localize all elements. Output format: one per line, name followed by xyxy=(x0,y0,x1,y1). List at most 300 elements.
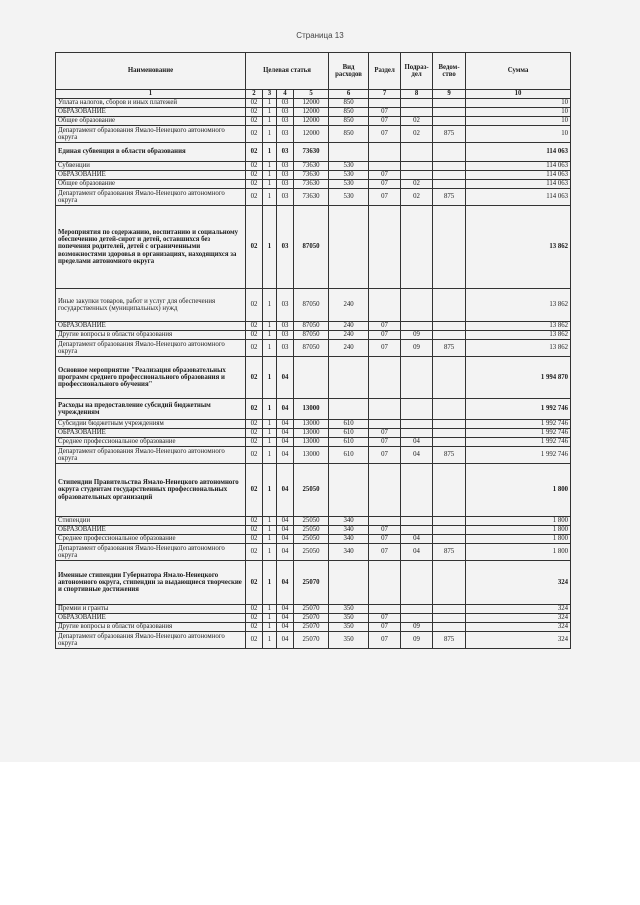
activity-code: 03 xyxy=(277,108,294,117)
subsection-code xyxy=(401,517,433,526)
activity-code: 03 xyxy=(277,99,294,108)
department-code xyxy=(433,180,466,189)
header-expense-type: Вид расходов xyxy=(329,53,369,90)
program-code: 02 xyxy=(246,614,263,623)
direction-code: 25050 xyxy=(294,526,329,535)
activity-code: 03 xyxy=(277,206,294,289)
program-code: 02 xyxy=(246,126,263,143)
amount: 13 862 xyxy=(466,331,571,340)
activity-code: 03 xyxy=(277,180,294,189)
expense-type-code: 610 xyxy=(329,447,369,464)
row-name: Основное мероприятие "Реализация образовательных программ среднего профессионального образования и профессионального обучения" xyxy=(56,357,246,399)
department-code: 875 xyxy=(433,189,466,206)
direction-code: 87050 xyxy=(294,206,329,289)
header-section: Раздел xyxy=(369,53,401,90)
direction-code: 13000 xyxy=(294,447,329,464)
subprogram-code: 1 xyxy=(263,561,277,605)
amount: 1 800 xyxy=(466,526,571,535)
expense-type-code: 350 xyxy=(329,614,369,623)
section-code xyxy=(369,143,401,162)
subprogram-code: 1 xyxy=(263,614,277,623)
table-row xyxy=(56,632,571,649)
subsection-code: 02 xyxy=(401,126,433,143)
section-code: 07 xyxy=(369,535,401,544)
amount: 13 862 xyxy=(466,322,571,331)
direction-code: 25050 xyxy=(294,464,329,517)
section-code xyxy=(369,517,401,526)
table-row xyxy=(56,517,571,526)
department-code xyxy=(433,429,466,438)
section-code: 07 xyxy=(369,126,401,143)
subsection-code xyxy=(401,605,433,614)
department-code xyxy=(433,399,466,420)
subsection-code xyxy=(401,99,433,108)
activity-code: 04 xyxy=(277,605,294,614)
table-header-row xyxy=(56,53,571,90)
table-row xyxy=(56,322,571,331)
direction-code: 25050 xyxy=(294,535,329,544)
department-code xyxy=(433,526,466,535)
activity-code: 04 xyxy=(277,632,294,649)
program-code: 02 xyxy=(246,108,263,117)
department-code xyxy=(433,108,466,117)
section-code xyxy=(369,357,401,399)
program-code: 02 xyxy=(246,99,263,108)
row-name: Субсидии бюджетным учреждениям xyxy=(56,420,246,429)
section-code: 07 xyxy=(369,108,401,117)
subprogram-code: 1 xyxy=(263,117,277,126)
program-code: 02 xyxy=(246,623,263,632)
row-name: Департамент образования Ямало-Ненецкого автономного округа xyxy=(56,340,246,357)
department-code xyxy=(433,322,466,331)
row-name: Общее образование xyxy=(56,117,246,126)
table-row xyxy=(56,99,571,108)
subsection-code xyxy=(401,171,433,180)
amount: 114 063 xyxy=(466,171,571,180)
section-code xyxy=(369,605,401,614)
header-subsection: Подраз-дел xyxy=(401,53,433,90)
program-code: 02 xyxy=(246,206,263,289)
section-code: 07 xyxy=(369,526,401,535)
activity-code: 03 xyxy=(277,189,294,206)
department-code xyxy=(433,517,466,526)
table-row xyxy=(56,526,571,535)
direction-code: 13000 xyxy=(294,399,329,420)
section-code: 07 xyxy=(369,189,401,206)
row-name: Департамент образования Ямало-Ненецкого автономного округа xyxy=(56,447,246,464)
subsection-code xyxy=(401,143,433,162)
subprogram-code: 1 xyxy=(263,340,277,357)
subprogram-code: 1 xyxy=(263,322,277,331)
subsection-code: 02 xyxy=(401,180,433,189)
amount: 324 xyxy=(466,632,571,649)
table-row xyxy=(56,143,571,162)
amount: 1 992 746 xyxy=(466,429,571,438)
section-code xyxy=(369,561,401,605)
subsection-code xyxy=(401,464,433,517)
subprogram-code: 1 xyxy=(263,544,277,561)
activity-code: 03 xyxy=(277,143,294,162)
subprogram-code: 1 xyxy=(263,143,277,162)
table-row xyxy=(56,126,571,143)
subprogram-code: 1 xyxy=(263,447,277,464)
table-row xyxy=(56,399,571,420)
subprogram-code: 1 xyxy=(263,632,277,649)
amount: 1 800 xyxy=(466,517,571,526)
amount: 10 xyxy=(466,99,571,108)
activity-code: 03 xyxy=(277,340,294,357)
direction-code: 13000 xyxy=(294,429,329,438)
amount: 1 992 746 xyxy=(466,420,571,429)
amount: 114 063 xyxy=(466,143,571,162)
subprogram-code: 1 xyxy=(263,526,277,535)
department-code xyxy=(433,623,466,632)
expense-type-code: 340 xyxy=(329,517,369,526)
program-code: 02 xyxy=(246,438,263,447)
subprogram-code: 1 xyxy=(263,429,277,438)
section-code: 07 xyxy=(369,614,401,623)
expense-type-code: 240 xyxy=(329,322,369,331)
subsection-code: 04 xyxy=(401,535,433,544)
row-name: Департамент образования Ямало-Ненецкого автономного округа xyxy=(56,189,246,206)
expense-type-code xyxy=(329,399,369,420)
activity-code: 03 xyxy=(277,289,294,322)
amount: 1 800 xyxy=(466,544,571,561)
section-code xyxy=(369,162,401,171)
subsection-code xyxy=(401,399,433,420)
subsection-code xyxy=(401,322,433,331)
expense-type-code: 350 xyxy=(329,632,369,649)
department-code xyxy=(433,614,466,623)
table-row xyxy=(56,420,571,429)
subprogram-code: 1 xyxy=(263,331,277,340)
row-name: ОБРАЗОВАНИЕ xyxy=(56,526,246,535)
expense-type-code: 340 xyxy=(329,526,369,535)
activity-code: 04 xyxy=(277,438,294,447)
subsection-code: 09 xyxy=(401,340,433,357)
amount: 1 800 xyxy=(466,535,571,544)
department-code xyxy=(433,99,466,108)
header-department: Ведом-ство xyxy=(433,53,466,90)
program-code: 02 xyxy=(246,399,263,420)
subprogram-code: 1 xyxy=(263,206,277,289)
subsection-code: 09 xyxy=(401,632,433,649)
expense-type-code: 530 xyxy=(329,162,369,171)
section-code xyxy=(369,99,401,108)
activity-code: 03 xyxy=(277,162,294,171)
activity-code: 04 xyxy=(277,420,294,429)
expense-type-code: 850 xyxy=(329,99,369,108)
program-code: 02 xyxy=(246,535,263,544)
program-code: 02 xyxy=(246,632,263,649)
program-code: 02 xyxy=(246,143,263,162)
col-number: 3 xyxy=(263,90,277,99)
activity-code: 04 xyxy=(277,517,294,526)
direction-code: 12000 xyxy=(294,99,329,108)
program-code: 02 xyxy=(246,357,263,399)
row-name: Стипендии xyxy=(56,517,246,526)
department-code: 875 xyxy=(433,632,466,649)
expense-type-code xyxy=(329,143,369,162)
subsection-code xyxy=(401,614,433,623)
table-row xyxy=(56,189,571,206)
section-code: 07 xyxy=(369,438,401,447)
activity-code: 04 xyxy=(277,526,294,535)
row-name: Другие вопросы в области образования xyxy=(56,623,246,632)
activity-code: 04 xyxy=(277,544,294,561)
program-code: 02 xyxy=(246,544,263,561)
program-code: 02 xyxy=(246,162,263,171)
section-code: 07 xyxy=(369,331,401,340)
department-code: 875 xyxy=(433,126,466,143)
row-name: ОБРАЗОВАНИЕ xyxy=(56,429,246,438)
subprogram-code: 1 xyxy=(263,189,277,206)
amount: 1 800 xyxy=(466,464,571,517)
program-code: 02 xyxy=(246,517,263,526)
expense-type-code: 850 xyxy=(329,117,369,126)
department-code: 875 xyxy=(433,340,466,357)
col-number: 5 xyxy=(294,90,329,99)
direction-code: 25070 xyxy=(294,605,329,614)
row-name: Среднее профессиональное образование xyxy=(56,535,246,544)
expense-type-code: 850 xyxy=(329,108,369,117)
expense-type-code: 340 xyxy=(329,544,369,561)
direction-code: 87050 xyxy=(294,289,329,322)
subsection-code: 09 xyxy=(401,331,433,340)
expense-type-code: 350 xyxy=(329,605,369,614)
section-code xyxy=(369,289,401,322)
department-code xyxy=(433,561,466,605)
table-row xyxy=(56,162,571,171)
activity-code: 04 xyxy=(277,429,294,438)
subprogram-code: 1 xyxy=(263,623,277,632)
activity-code: 03 xyxy=(277,322,294,331)
subprogram-code: 1 xyxy=(263,126,277,143)
row-name: Единая субвенция в области образования xyxy=(56,143,246,162)
subsection-code xyxy=(401,206,433,289)
section-code: 07 xyxy=(369,623,401,632)
direction-code: 12000 xyxy=(294,108,329,117)
direction-code xyxy=(294,357,329,399)
program-code: 02 xyxy=(246,189,263,206)
direction-code: 73630 xyxy=(294,162,329,171)
col-number: 8 xyxy=(401,90,433,99)
subsection-code xyxy=(401,357,433,399)
amount: 324 xyxy=(466,561,571,605)
section-code: 07 xyxy=(369,171,401,180)
amount: 1 992 746 xyxy=(466,438,571,447)
section-code: 07 xyxy=(369,429,401,438)
activity-code: 04 xyxy=(277,614,294,623)
amount: 324 xyxy=(466,614,571,623)
program-code: 02 xyxy=(246,171,263,180)
subsection-code xyxy=(401,289,433,322)
expense-type-code: 340 xyxy=(329,535,369,544)
program-code: 02 xyxy=(246,429,263,438)
section-code xyxy=(369,420,401,429)
row-name: Департамент образования Ямало-Ненецкого автономного округа xyxy=(56,632,246,649)
activity-code: 03 xyxy=(277,117,294,126)
subprogram-code: 1 xyxy=(263,99,277,108)
subsection-code xyxy=(401,526,433,535)
subprogram-code: 1 xyxy=(263,357,277,399)
direction-code: 73630 xyxy=(294,189,329,206)
department-code: 875 xyxy=(433,544,466,561)
section-code: 07 xyxy=(369,544,401,561)
expense-type-code: 240 xyxy=(329,331,369,340)
subsection-code: 04 xyxy=(401,438,433,447)
table-row xyxy=(56,605,571,614)
amount: 13 862 xyxy=(466,289,571,322)
expense-type-code xyxy=(329,561,369,605)
amount: 13 862 xyxy=(466,340,571,357)
expense-type-code: 610 xyxy=(329,420,369,429)
expense-type-code xyxy=(329,357,369,399)
program-code: 02 xyxy=(246,322,263,331)
direction-code: 87050 xyxy=(294,340,329,357)
activity-code: 04 xyxy=(277,535,294,544)
row-name: ОБРАЗОВАНИЕ xyxy=(56,322,246,331)
amount: 1 992 746 xyxy=(466,447,571,464)
program-code: 02 xyxy=(246,561,263,605)
direction-code: 25070 xyxy=(294,632,329,649)
table-row xyxy=(56,289,571,322)
col-number: 4 xyxy=(277,90,294,99)
row-name: Субвенции xyxy=(56,162,246,171)
section-code: 07 xyxy=(369,117,401,126)
table-row xyxy=(56,180,571,189)
row-name: Мероприятия по содержанию, воспитанию и социальному обеспечению детей-сирот и детей, оставшихся без попечения родителей, детей с ограниченными возможностями здоровья в организациях, находящихся за пределами автономного округа xyxy=(56,206,246,289)
section-code: 07 xyxy=(369,340,401,357)
amount: 13 862 xyxy=(466,206,571,289)
section-code: 07 xyxy=(369,447,401,464)
amount: 10 xyxy=(466,126,571,143)
department-code xyxy=(433,143,466,162)
expense-type-code xyxy=(329,464,369,517)
subsection-code: 04 xyxy=(401,544,433,561)
row-name: Премии и гранты xyxy=(56,605,246,614)
amount: 10 xyxy=(466,117,571,126)
table-row xyxy=(56,464,571,517)
subsection-code xyxy=(401,561,433,605)
table-row xyxy=(56,429,571,438)
header-name: Наименование xyxy=(56,53,246,90)
table-row xyxy=(56,117,571,126)
department-code xyxy=(433,162,466,171)
activity-code: 03 xyxy=(277,126,294,143)
expense-type-code: 530 xyxy=(329,189,369,206)
expense-type-code: 240 xyxy=(329,289,369,322)
table-row xyxy=(56,206,571,289)
department-code xyxy=(433,535,466,544)
expense-type-code: 610 xyxy=(329,429,369,438)
direction-code: 87050 xyxy=(294,322,329,331)
table-row xyxy=(56,438,571,447)
row-name: ОБРАЗОВАНИЕ xyxy=(56,614,246,623)
row-name: Именные стипендии Губернатора Ямало-Ненецкого автономного округа, стипендии за выдающиеся творческие и спортивные достижения xyxy=(56,561,246,605)
amount: 114 063 xyxy=(466,180,571,189)
table-row xyxy=(56,535,571,544)
direction-code: 25050 xyxy=(294,544,329,561)
subprogram-code: 1 xyxy=(263,399,277,420)
direction-code: 25050 xyxy=(294,517,329,526)
activity-code: 04 xyxy=(277,399,294,420)
direction-code: 25070 xyxy=(294,561,329,605)
budget-table xyxy=(55,52,571,649)
program-code: 02 xyxy=(246,420,263,429)
table-row xyxy=(56,447,571,464)
row-name: ОБРАЗОВАНИЕ xyxy=(56,108,246,117)
row-name: Другие вопросы в области образования xyxy=(56,331,246,340)
department-code xyxy=(433,438,466,447)
department-code xyxy=(433,420,466,429)
col-number: 2 xyxy=(246,90,263,99)
subprogram-code: 1 xyxy=(263,171,277,180)
subsection-code xyxy=(401,162,433,171)
expense-type-code: 240 xyxy=(329,340,369,357)
activity-code: 04 xyxy=(277,357,294,399)
direction-code: 13000 xyxy=(294,420,329,429)
direction-code: 87050 xyxy=(294,331,329,340)
amount: 114 063 xyxy=(466,162,571,171)
table-row xyxy=(56,171,571,180)
department-code xyxy=(433,289,466,322)
activity-code: 04 xyxy=(277,623,294,632)
section-code: 07 xyxy=(369,632,401,649)
expense-type-code: 850 xyxy=(329,126,369,143)
row-name: Среднее профессиональное образование xyxy=(56,438,246,447)
amount: 1 992 746 xyxy=(466,399,571,420)
row-name: ОБРАЗОВАНИЕ xyxy=(56,171,246,180)
header-target-article: Целевая статья xyxy=(246,53,329,90)
section-code xyxy=(369,206,401,289)
direction-code: 73630 xyxy=(294,180,329,189)
subsection-code xyxy=(401,420,433,429)
subprogram-code: 1 xyxy=(263,180,277,189)
direction-code: 25070 xyxy=(294,614,329,623)
section-code: 07 xyxy=(369,322,401,331)
subsection-code xyxy=(401,429,433,438)
col-number: 6 xyxy=(329,90,369,99)
subprogram-code: 1 xyxy=(263,517,277,526)
direction-code: 25070 xyxy=(294,623,329,632)
program-code: 02 xyxy=(246,117,263,126)
program-code: 02 xyxy=(246,464,263,517)
table-row xyxy=(56,108,571,117)
subprogram-code: 1 xyxy=(263,289,277,322)
row-name: Иные закупки товаров, работ и услуг для обеспечения государственных (муниципальных) нужд xyxy=(56,289,246,322)
subprogram-code: 1 xyxy=(263,108,277,117)
subsection-code: 09 xyxy=(401,623,433,632)
table-row xyxy=(56,561,571,605)
amount: 10 xyxy=(466,108,571,117)
table-row xyxy=(56,544,571,561)
activity-code: 03 xyxy=(277,331,294,340)
amount: 1 994 870 xyxy=(466,357,571,399)
page-number-label: Страница 13 xyxy=(296,31,344,40)
department-code xyxy=(433,206,466,289)
department-code xyxy=(433,605,466,614)
amount: 114 063 xyxy=(466,189,571,206)
direction-code: 73630 xyxy=(294,143,329,162)
subprogram-code: 1 xyxy=(263,438,277,447)
activity-code: 03 xyxy=(277,171,294,180)
section-code xyxy=(369,399,401,420)
direction-code: 12000 xyxy=(294,117,329,126)
expense-type-code: 530 xyxy=(329,171,369,180)
department-code xyxy=(433,331,466,340)
subprogram-code: 1 xyxy=(263,535,277,544)
